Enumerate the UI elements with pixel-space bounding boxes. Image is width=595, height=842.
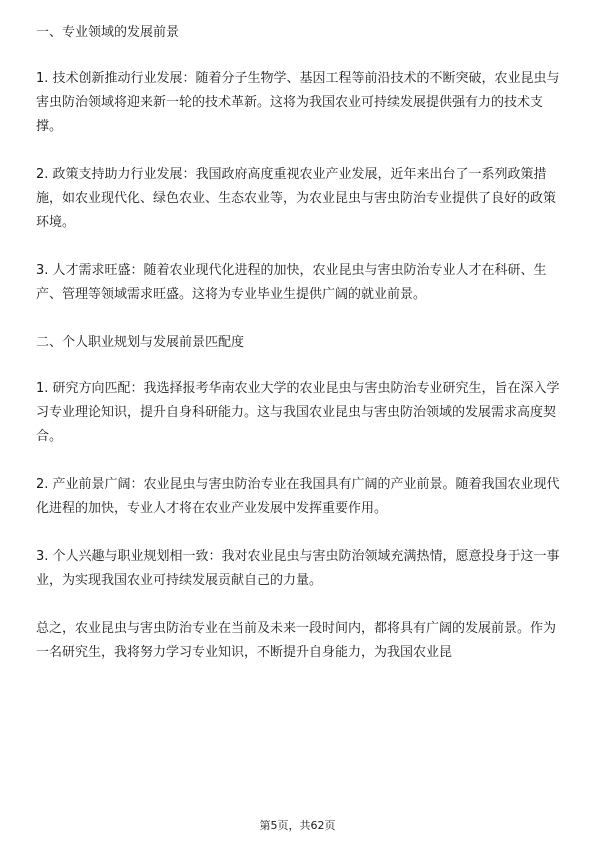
section-heading-career-match: 二、个人职业规划与发展前景匹配度 [36, 335, 245, 350]
page-number: 第5页，共62页 [259, 819, 336, 832]
paragraph-industry-prospects: 2. 产业前景广阔：农业昆虫与害虫防治专业在我国具有广阔的产业前景。随着我国农业现代化进程的加快，专业人才将在农业产业发展中发挥重要作用。 [36, 477, 560, 516]
paragraph-tech-innovation: 1. 技术创新推动行业发展：随着分子生物学、基因工程等前沿技术的不断突破，农业昆虫与害虫防治领域将迎来新一轮的技术革新。这将为我国农业可持续发展提供强有力的技术支撑。 [36, 71, 560, 134]
paragraph-talent-demand: 3. 人才需求旺盛：随着农业现代化进程的加快，农业昆虫与害虫防治专业人才在科研、生产、管理等领域需求旺盛。这将为专业毕业生提供广阔的就业前景。 [36, 263, 547, 302]
document-body [36, 21, 566, 665]
paragraph-policy-support: 2. 政策支持助力行业发展：我国政府高度重视农业产业发展，近年来出台了一系列政策措施，如农业现代化、绿色农业、生态农业等，为农业昆虫与害虫防治专业提供了良好的政策环境。 [36, 167, 557, 230]
section-heading-development-prospects: 一、专业领域的发展前景 [36, 25, 180, 40]
paragraph-personal-interest: 3. 个人兴趣与职业规划相一致：我对农业昆虫与害虫防治领域充满热情，愿意投身于这一事业，为实现我国农业可持续发展贡献自己的力量。 [36, 549, 560, 588]
paragraph-conclusion: 总之，农业昆虫与害虫防治专业在当前及未来一段时间内，都将具有广阔的发展前景。作为一名研究生，我将努力学习专业知识，不断提升自身能力，为我国农业昆 [36, 621, 557, 660]
paragraph-research-match: 1. 研究方向匹配：我选择报考华南农业大学的农业昆虫与害虫防治专业研究生，旨在深入学习专业理论知识，提升自身科研能力。这与我国农业昆虫与害虫防治领域的发展需求高度契合。 [36, 381, 560, 444]
